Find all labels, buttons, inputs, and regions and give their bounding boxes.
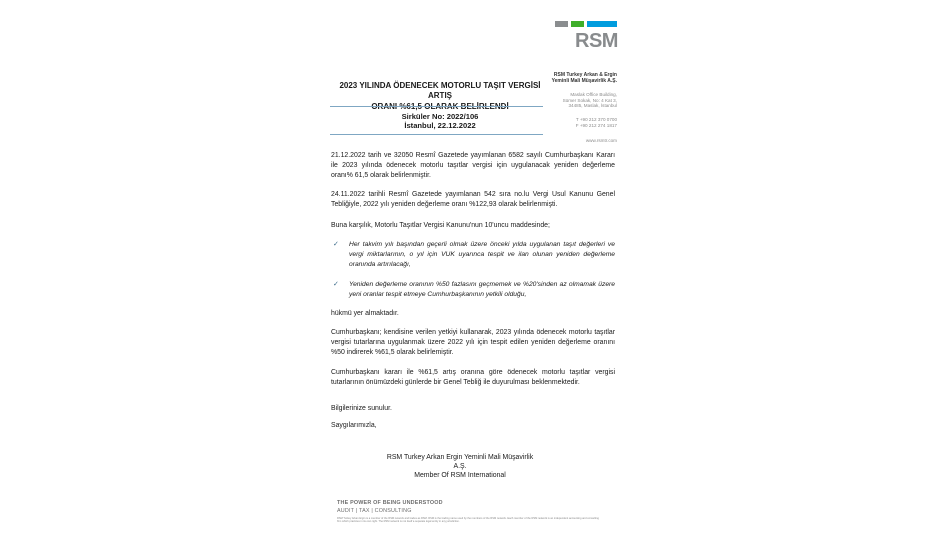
website-link[interactable]: www.rsmtr.com	[585, 138, 617, 143]
signature-company: RSM Turkey Arkan Ergin Yeminli Mali Müşavirlik A.Ş.	[386, 454, 534, 470]
circular-number: Sirküler No: 2022/106	[401, 112, 479, 121]
title-divider	[330, 106, 543, 107]
document-title	[330, 81, 550, 112]
paragraph-3: Buna karşılık, Motorlu Taşıtlar Vergisi Kanunu'nun 10'uncu maddesinde;	[331, 222, 550, 229]
paragraph-2: 24.11.2022 tarihli Resmî Gazetede yayımlanan 542 sıra no.lu Vergi Usul Kanunu Genel Tebliğiyle, 2022 yılı yeniden değerleme oranı %122,93 olarak belirlenmişti.	[331, 191, 615, 209]
footer-disclaimer: RSM Turkey Arkan Ergin is a member of the RSM network and trades as RSM. RSM is the trading name used by the members of the RSM network. Each member of the RSM network is an independent accounting and consulting firm which practices in its own right. The RSM network is not itself a separate legal entity in any jurisdiction.	[337, 517, 599, 524]
paragraph-4: hükmü yer almaktadır.	[331, 310, 399, 317]
address-line2: Sümer Sokak, No: 4 Kat 3,	[562, 97, 617, 103]
company-header-line2: Yeminli Mali Müşavirlik A.Ş.	[551, 78, 617, 84]
company-header	[548, 72, 617, 84]
contact-numbers	[548, 117, 617, 128]
paragraph-5: Cumhurbaşkanı; kendisine verilen yetkiyi kullanarak, 2023 yılında ödenecek motorlu taşıtlar vergisi tutarlarına uygulanmak üzere 2022 yılı için tespit edilen yeniden değerleme oranını %50 indirerek %61,5 olarak belirlemiştir.	[331, 329, 615, 357]
closing-line-1: Bilgilerinize sunulur.	[331, 405, 392, 412]
bullet-text-2: Yeniden değerleme oranının %50 fazlasını geçmemek ve %20'sinden az olmamak üzere yeni oranlar tespit etmeye Cumhurbaşkanının yetkili olduğu,	[349, 281, 615, 299]
signature-block	[380, 454, 540, 481]
title-line2: ORANI %61,5 OLARAK BELİRLENDİ	[371, 101, 509, 111]
footer-tagline: THE POWER OF BEING UNDERSTOOD	[337, 500, 443, 506]
office-address	[548, 92, 617, 109]
footer-services: AUDIT | TAX | CONSULTING	[337, 508, 412, 514]
rsm-logo-bars	[555, 21, 617, 27]
paragraph-1: 21.12.2022 tarih ve 32050 Resmî Gazetede yayımlanan 6582 sayılı Cumhurbaşkanı Kararı ile 2023 yılında ödenecek motorlu taşıtlar vergisi için uygulanacak yeniden değerleme oranı% 61,5 olarak belirlenmiştir.	[331, 152, 615, 180]
bullet-text-1: Her takvim yılı başından geçerli olmak üzere önceki yılda uygulanan taşıt değerleri ve vergi miktarlarının, o yıl için VUK uyarınca tespit ve ilan olunan yeniden değerleme oranında artırılacağı,	[349, 241, 615, 269]
logo-bar-green	[571, 21, 584, 27]
rsm-logo-text: RSM	[575, 30, 618, 52]
circular-info	[330, 112, 550, 131]
company-header-line1: RSM Turkey Arkan & Ergin	[553, 72, 617, 78]
bullet-item-2	[333, 280, 615, 300]
closing-line-2: Saygılarımızla,	[331, 422, 377, 429]
title-line1: 2023 YILINDA ÖDENECEK MOTORLU TAŞIT VERGİSİ ARTIŞ	[339, 81, 541, 101]
paragraph-6: Cumhurbaşkanı kararı ile %61,5 artış oranına göre ödenecek motorlu taşıtlar vergisi tutarlarının önümüzdeki günlerde bir Genel Tebliğ ile duyurulması beklenmektedir.	[331, 369, 615, 387]
checkmark-icon: ✓	[333, 281, 339, 288]
bullet-item-1	[333, 240, 615, 270]
logo-bar-blue	[587, 21, 617, 27]
logo-bar-gray	[555, 21, 568, 27]
circular-place-date: İstanbul, 22.12.2022	[404, 121, 476, 131]
address-line3: 34485, Maslak, İstanbul	[568, 103, 617, 108]
phone-number: T +90 212 370 0700	[575, 117, 617, 122]
header-divider	[330, 134, 543, 135]
signature-network: Member Of RSM International	[414, 471, 506, 479]
fax-number: F +90 212 274 1817	[575, 122, 617, 128]
checkmark-icon: ✓	[333, 241, 339, 248]
address-line1: Maslak Office Building,	[570, 92, 617, 97]
